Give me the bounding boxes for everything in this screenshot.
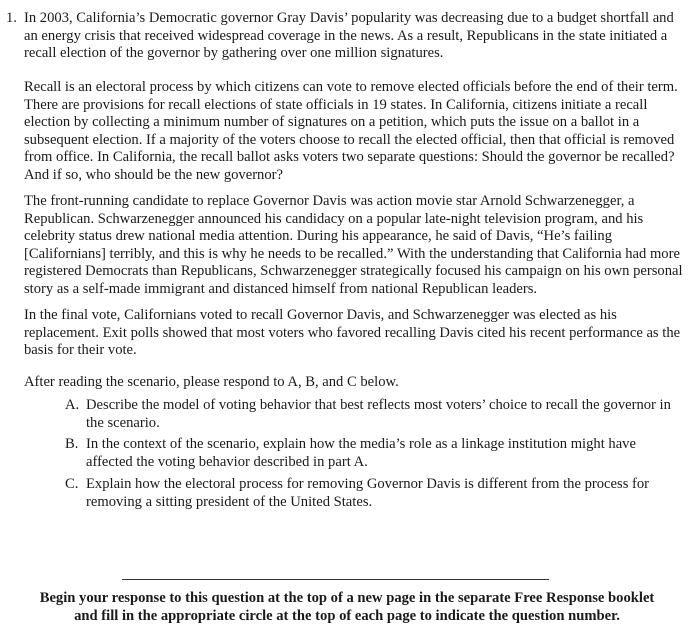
question-number: 1. xyxy=(6,10,17,26)
divider-line xyxy=(122,579,549,580)
response-instructions-footer xyxy=(10,589,684,625)
part-text: In the context of the scenario, explain how the media’s role as a linkage institution might have affected the voting behavior described in part A. xyxy=(86,436,636,470)
question-part-c xyxy=(65,476,677,511)
part-letter: B. xyxy=(65,436,79,452)
scenario-paragraph-2: Recall is an electoral process by which citizens can vote to remove elected officials before the end of their term. There are provisions for recall elections of state officials in 19 states. In California, citizens initiate a recall election by collecting a minimum number of signatures on a petition, which puts the issue on a ballot in a subsequent election. If a majority of the voters choose to recall the elected official, then that official is removed from office. In California, the recall ballot asks voters two separate questions: Should the governor be recalled? And if so, who should be the new governor? xyxy=(24,79,678,183)
footer-line-2: and fill in the appropriate circle at the top of each page to indicate the question number. xyxy=(74,608,620,624)
scenario-paragraph-1: In 2003, California’s Democratic governor Gray Davis’ popularity was decreasing due to a budget shortfall and an energy crisis that received widespread coverage in the news. As a result, Republicans in the state initiated a recall election of the governor by gathering over one million signatures. xyxy=(24,10,674,62)
scenario-paragraph-4: In the final vote, Californians voted to recall Governor Davis, and Schwarzenegger was elected as his replacement. Exit polls showed that most voters who favored recalling Davis cited his recent performance as the basis for their vote. xyxy=(24,307,681,359)
part-text: Explain how the electoral process for removing Governor Davis is different from the process for removing a sitting president of the United States. xyxy=(86,476,650,510)
part-letter: C. xyxy=(65,476,79,492)
question-part-a xyxy=(65,397,677,432)
scenario-paragraph-3: The front-running candidate to replace Governor Davis was action movie star Arnold Schwarzenegger, a Republican. Schwarzenegger announced his candidacy on a popular late-night television program, and his celebrity status drew national media attention. During his appearance, he said of Davis, “He’s failing [Californians] terribly, and this is why he needs to be recalled.” With the understanding that California had more registered Democrats than Republicans, Schwarzenegger strategically focused his campaign on his own personal story as a self-made immigrant and distanced himself from national Republican leaders. xyxy=(24,193,683,297)
question-part-b xyxy=(65,436,677,471)
part-text: Describe the model of voting behavior that best reflects most voters’ choice to recall the governor in the scenario. xyxy=(86,397,671,431)
instructions-paragraph: After reading the scenario, please respond to A, B, and C below. xyxy=(24,374,399,390)
part-letter: A. xyxy=(65,397,80,413)
footer-line-1: Begin your response to this question at the top of a new page in the separate Free Response booklet xyxy=(39,590,655,606)
